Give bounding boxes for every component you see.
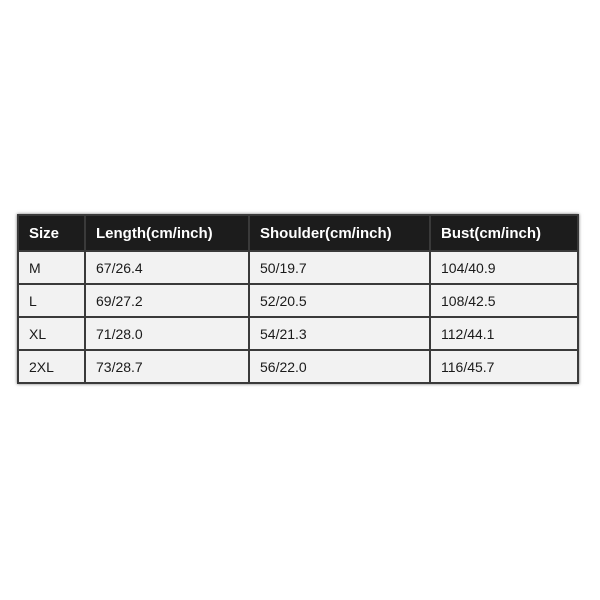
size-chart: [17, 214, 579, 384]
size-chart-table: [19, 216, 577, 382]
cell-bust: 116/45.7: [430, 350, 577, 382]
table-row: [19, 251, 577, 284]
cell-length: 67/26.4: [85, 251, 249, 284]
cell-size: M: [19, 251, 85, 284]
cell-shoulder: 52/20.5: [249, 284, 430, 317]
cell-bust: 112/44.1: [430, 317, 577, 350]
cell-length: 73/28.7: [85, 350, 249, 382]
header-length: Length(cm/inch): [85, 216, 249, 251]
cell-bust: 104/40.9: [430, 251, 577, 284]
table-header-row: [19, 216, 577, 251]
header-bust: Bust(cm/inch): [430, 216, 577, 251]
table-row: [19, 284, 577, 317]
cell-size: XL: [19, 317, 85, 350]
cell-size: L: [19, 284, 85, 317]
cell-bust: 108/42.5: [430, 284, 577, 317]
cell-length: 71/28.0: [85, 317, 249, 350]
cell-shoulder: 50/19.7: [249, 251, 430, 284]
cell-shoulder: 56/22.0: [249, 350, 430, 382]
table-row: [19, 350, 577, 382]
cell-size: 2XL: [19, 350, 85, 382]
table-row: [19, 317, 577, 350]
header-shoulder: Shoulder(cm/inch): [249, 216, 430, 251]
header-size: Size: [19, 216, 85, 251]
cell-length: 69/27.2: [85, 284, 249, 317]
cell-shoulder: 54/21.3: [249, 317, 430, 350]
